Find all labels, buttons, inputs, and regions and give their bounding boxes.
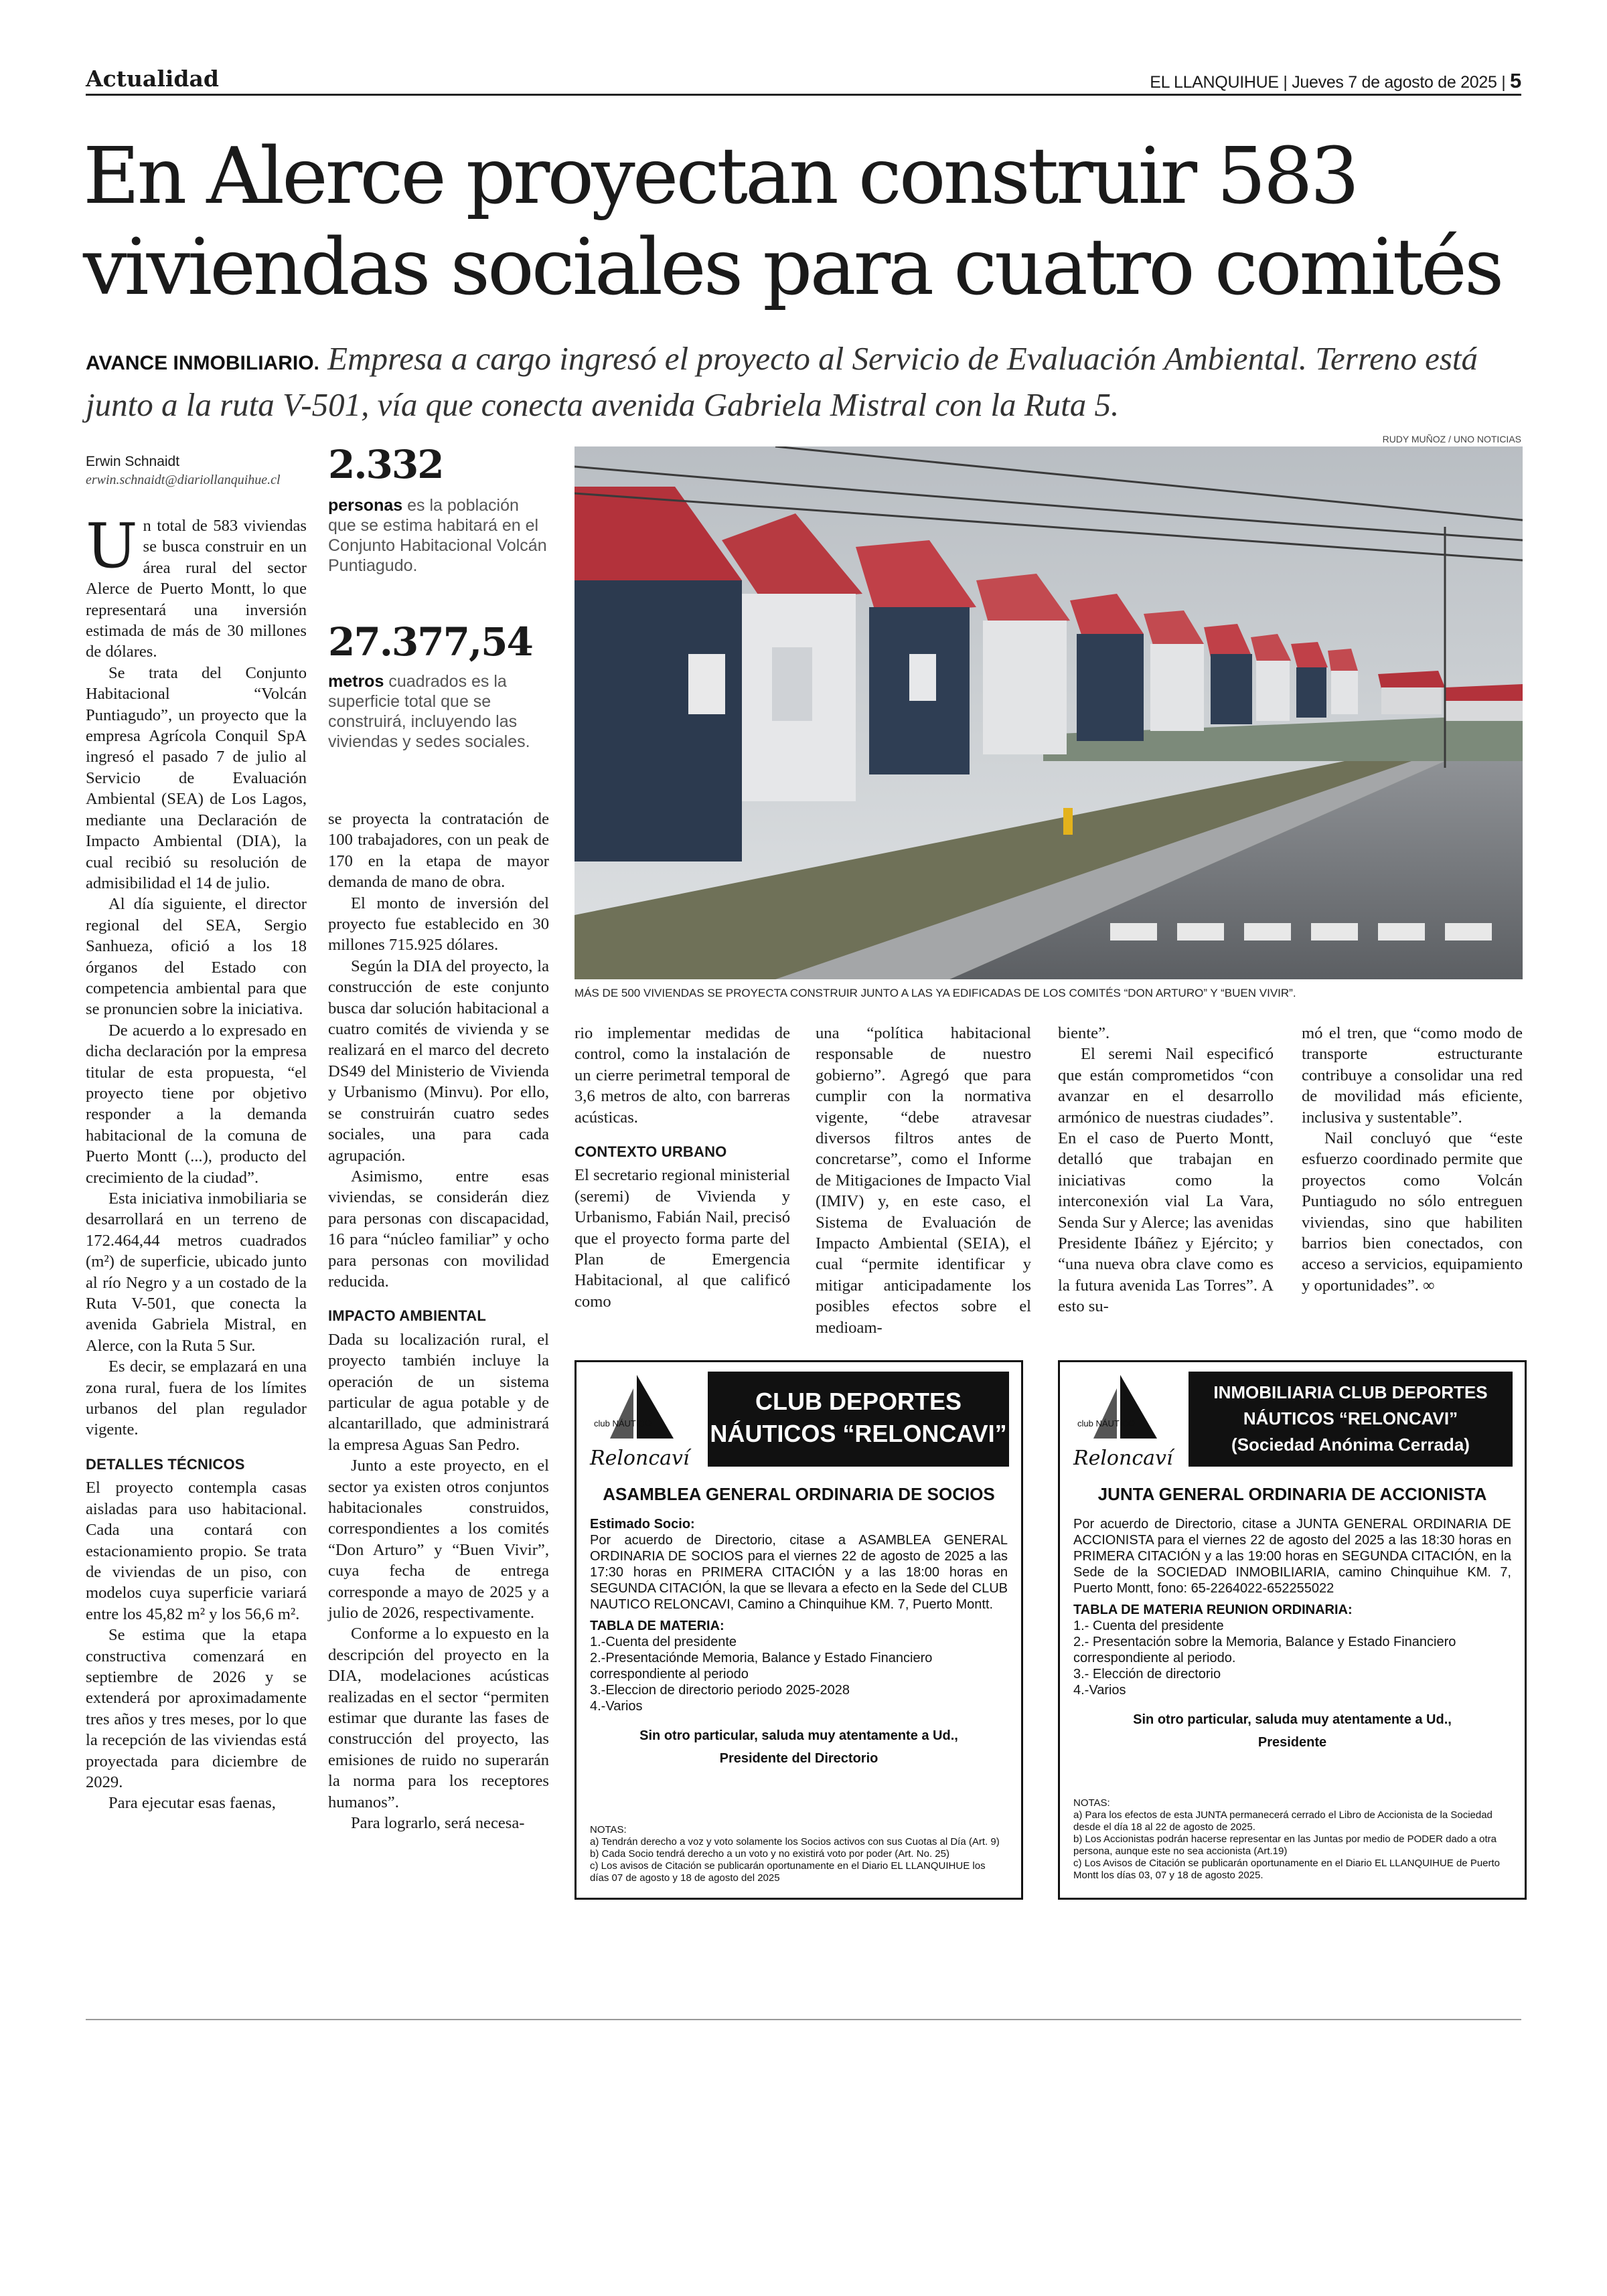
- section-label: Actualidad: [86, 66, 219, 92]
- deck-text: Empresa a cargo ingresó el proyecto al Servicio de Evaluación Ambiental. Terreno está junto a la ruta V-501, vía que conecta avenida Gabriela Mistral con la Ruta 5.: [86, 340, 1478, 423]
- paragraph: El secretario regional ministerial (seremi) de Vivienda y Urbanismo, Fabián Nail, precisó que el proyecto forma parte del Plan de Emergencia Habitacional, al que calificó como: [575, 1166, 790, 1311]
- sail-icon: [590, 1372, 684, 1445]
- logo-small-text: club NÁUTICO: [1077, 1418, 1135, 1428]
- masthead: [1150, 69, 1521, 93]
- paragraph: rio implementar medidas de control, como la instalación de un cierre perimetral temporal de 3,6 metros de alto, con barreras acústicas.: [575, 1024, 790, 1127]
- column-4: [816, 1023, 1031, 1338]
- ad-inmobiliaria: [1058, 1360, 1527, 1900]
- ad-title-line2: NÁUTICOS “RELONCAVI”: [1243, 1408, 1458, 1428]
- ad-title-line1: CLUB DEPORTES: [755, 1388, 962, 1415]
- note: a) Para los efectos de esta JUNTA permanecerá cerrado el Libro de Accionista de la Sociedad desde el día 18 al 22 de agosto de 2025.: [1073, 1809, 1493, 1833]
- note: c) Los avisos de Citación se publicarán oportunamente en el Diario EL LLANQUIHUE los días 07 de agosto y 18 de agosto del 2025: [590, 1860, 986, 1884]
- sail-icon: [1073, 1372, 1167, 1445]
- column-5: [1058, 1023, 1274, 1317]
- notes-title: NOTAS:: [590, 1824, 627, 1835]
- ad-title-box: [708, 1372, 1009, 1467]
- photo-credit: RUDY MUÑOZ / UNO NOTICIAS: [1382, 434, 1521, 444]
- footer-rule: [86, 2019, 1521, 2020]
- greeting: Estimado Socio:: [590, 1517, 695, 1532]
- subhead-impacto: IMPACTO AMBIENTAL: [328, 1307, 487, 1325]
- page-number: 5: [1510, 69, 1521, 92]
- stat-number-2: 27.377,54: [328, 619, 532, 665]
- table-title: TABLA DE MATERIA REUNION ORDINARIA:: [1073, 1603, 1353, 1617]
- housing-photo: [575, 446, 1523, 979]
- stat-desc-2: cuadrados es la superficie total que se construirá, incluyendo las viviendas y sedes sociales.: [328, 672, 530, 751]
- ad-notes: [1073, 1797, 1511, 1882]
- photo-caption: MÁS DE 500 VIVIENDAS SE PROYECTA CONSTRUIR JUNTO A LAS YA EDIFICADAS DE LOS COMITÉS “DON ARTURO” Y “BUEN VIVIR”.: [575, 987, 1296, 999]
- dropcap: U: [86, 510, 138, 582]
- paragraph: Es decir, se emplazará en una zona rural, fuera de los límites urbanos del plan regulador vigente.: [86, 1358, 307, 1439]
- stat-bold-1: personas: [328, 496, 403, 515]
- deck-kicker: AVANCE INMOBILIARIO.: [86, 352, 319, 374]
- table-item: 4.-Varios: [590, 1699, 643, 1714]
- masthead-text: EL LLANQUIHUE | Jueves 7 de agosto de 2025 |: [1150, 73, 1506, 92]
- table-item: 1.-Cuenta del presidente: [590, 1635, 737, 1649]
- paragraph: Dada su localización rural, el proyecto también incluye la operación de un sistema particular de agua potable y de alcantarillado, que administrará la empresa Aguas San Pedro.: [328, 1330, 549, 1454]
- stat-bold-2: metros: [328, 672, 384, 691]
- table-item: 1.- Cuenta del presidente: [1073, 1619, 1224, 1633]
- table-title: TABLA DE MATERIA:: [590, 1619, 724, 1633]
- header-rule: [86, 94, 1521, 96]
- author: Erwin Schnaidt: [86, 454, 180, 469]
- table-item: 3.- Elección de directorio: [1073, 1667, 1221, 1682]
- paragraph: Junto a este proyecto, en el sector ya existen otros conjuntos habitacionales construidos, correspondientes a los comités “Don Arturo” y “Buen Vivir”, cuya fecha de entrega corresponde a mayo de 2025 y a julio de 2026, respectivamente.: [328, 1457, 549, 1623]
- paragraph: Según la DIA del proyecto, la construcción de este conjunto busca dar solución habitacional a cuatro comités de vivienda y se realizará en el marco del decreto DS49 del Ministerio de Vivienda y Urbanismo (Minvu). Por ello, se construirán cuatro sedes sociales, una para cada agrupación.: [328, 957, 549, 1165]
- notes-title: NOTAS:: [1073, 1797, 1110, 1809]
- table-item: 4.-Varios: [1073, 1683, 1126, 1698]
- paragraph: De acuerdo a lo expresado en dicha declaración por la empresa titular de esta propuesta, “el proyecto tiene por objetivo responder a la demanda habitacional de la comuna de Puerto Montt (...), producto del crecimiento de la ciudad”.: [86, 1021, 307, 1187]
- paragraph: Esta iniciativa inmobiliaria se desarrollará en un terreno de 172.464,44 metros cuadrados (m²) de superficie, ubicado junto al río Negro y a un costado de la Ruta V-501, que conecta la avenida Gabriela Mistral, en Alerce, con la Ruta 5 Sur.: [86, 1190, 307, 1355]
- paragraph: El proyecto contempla casas aisladas para uso habitacional. Cada una contará con estacionamiento propio. Se trata de viviendas de un piso, con modelos cuya superficie variará entre los 45,82 m² y los 56,6 m².: [86, 1479, 307, 1623]
- ad-club-nautico: [575, 1360, 1023, 1900]
- logo-small-text: club NÁUTICO: [594, 1418, 652, 1428]
- table-item: 3.-Eleccion de directorio periodo 2025-2028: [590, 1683, 850, 1698]
- column-6: [1302, 1023, 1523, 1296]
- paragraph: biente”.: [1058, 1024, 1110, 1042]
- paragraph: Se estima que la etapa constructiva comenzará en septiembre de 2026 y se extenderá por aproximadamente tres años y tres meses, por lo que la recepción de las viviendas está proyectada para diciembre de 2029.: [86, 1626, 307, 1791]
- paragraph: mó el tren, que “como modo de transporte estructurante contribuye a consolidar una red de movilidad más eficiente, inclusiva y sustentable”.: [1302, 1024, 1523, 1127]
- column-1: [86, 510, 307, 1814]
- paragraph: se proyecta la contratación de 100 trabajadores, con un peak de 170 en la etapa de mayor demanda de mano de obra.: [328, 810, 549, 892]
- ad-text: Por acuerdo de Directorio, citase a JUNTA GENERAL ORDINARIA DE ACCIONISTA para el viernes 22 de agosto del 2025 a las 18:30 horas en PRIMERA CITACIÓN y a las 19:00 horas en SEGUNDA CITACIÓN, en la Sede de la SOCIEDAD INMOBILIARIA, camino Chinquihue KM. 7, Puerto Montt, fono: 65-2264022-652255022: [1073, 1517, 1511, 1596]
- paragraph: Se trata del Conjunto Habitacional “Volcán Puntiagudo”, un proyecto que la empresa Agrícola Conquil SpA ingresó el pasado 7 de julio al Servicio de Evaluación Ambiental (SEA) de Los Lagos, mediante una Declaración de Impacto Ambiental (DIA), la cual recibió su resolución de admisibilidad el 14 de julio.: [86, 663, 307, 892]
- subhead-contexto: CONTEXTO URBANO: [575, 1143, 727, 1161]
- ad-notes: [590, 1824, 1005, 1884]
- logo-name: Reloncaví: [590, 1447, 690, 1470]
- paragraph: Para ejecutar esas faenas,: [108, 1794, 276, 1813]
- subhead-detalles: DETALLES TÉCNICOS: [86, 1455, 245, 1473]
- note: a) Tendrán derecho a voz y voto solamente los Socios activos con sus Cuotas al Día (Art. 9): [590, 1836, 1000, 1848]
- paragraph: Al día siguiente, el director regional del SEA, Sergio Sanhueza, ofició a los 18 órganos del Estado con competencia ambiental para que se pronuncien sobre la iniciativa.: [86, 895, 307, 1019]
- ad-body: [1073, 1516, 1511, 1750]
- deck: [86, 338, 1532, 426]
- paragraph: Para lograrlo, será necesa-: [351, 1814, 525, 1833]
- paragraph: El seremi Nail especificó que están comprometidos “con avanzar en el desarrollo armónico de nuestras ciudades”. En el caso de Puerto Montt, detalló que trabajan en iniciativas como la interconexión vial La Vara, Senda Sur y Alerce; las avenidas Presidente Ibáñez y Ejército; y “una nueva obra clave como es la futura avenida Las Torres”. A esto su-: [1058, 1045, 1274, 1316]
- paragraph: Asimismo, entre esas viviendas, se considerán diez para personas con discapacidad, 16 para “núcleo familiar” y ocho para personas con movilidad reducida.: [328, 1167, 549, 1291]
- paragraph: n total de 583 viviendas se busca construir en un área rural del sector Alerce de Puerto Montt, lo que representará una inversión estimada de más de 30 millones de dólares.: [86, 517, 307, 661]
- ad-title-line3: (Sociedad Anónima Cerrada): [1231, 1434, 1470, 1455]
- table-item: 2.- Presentación sobre la Memoria, Balance y Estado Financiero correspondiente al periodo.: [1073, 1635, 1456, 1665]
- ad-text: Por acuerdo de Directorio, citase a ASAMBLEA GENERAL ORDINARIA DE SOCIOS para el viernes 22 de agosto de 2025 a las 17:30 horas en PRIMERA CITACIÓN y a las 18:00 horas en SEGUNDA CITACIÓN, la que se llevara a efecto en la Sede del CLUB NAUTICO RELONCAVI, Camino a Chinquihue KM. 7, Puerto Montt.: [590, 1533, 1008, 1612]
- stat-desc-1: es la población que se estima habitará en el Conjunto Habitacional Volcán Puntiagudo.: [328, 496, 547, 575]
- column-2: [328, 809, 549, 1834]
- closing: Sin otro particular, saluda muy atentamente a Ud.,: [639, 1728, 958, 1743]
- stat-text-1: [328, 495, 549, 576]
- paragraph: El monto de inversión del proyecto fue establecido en 30 millones 715.925 dólares.: [328, 894, 549, 955]
- column-3: [575, 1023, 790, 1312]
- signature: Presidente: [1257, 1735, 1327, 1750]
- ad-title-line2: NÁUTICOS “RELONCAVI”: [710, 1420, 1007, 1447]
- ad-subtitle: JUNTA GENERAL ORDINARIA DE ACCIONISTA: [1097, 1484, 1487, 1504]
- ad-title-line1: INMOBILIARIA CLUB DEPORTES: [1213, 1382, 1488, 1402]
- club-logo: [590, 1372, 690, 1479]
- signature: Presidente del Directorio: [719, 1751, 878, 1766]
- ad-subtitle: ASAMBLEA GENERAL ORDINARIA DE SOCIOS: [603, 1484, 995, 1504]
- paragraph: Nail concluyó que “este esfuerzo coordinado permite que proyectos como Volcán Puntiagudo no sólo entreguen viviendas, sino que habiliten barrios bien conectados, con acceso a servicios, equipamiento y oportunidades”. ∞: [1302, 1129, 1523, 1295]
- logo-name: Reloncaví: [1073, 1447, 1173, 1470]
- housing-photo-illustration: [575, 446, 1523, 979]
- author-email: erwin.schnaidt@diariollanquihue.cl: [86, 473, 281, 487]
- club-logo: [1073, 1372, 1173, 1479]
- closing: Sin otro particular, saluda muy atentamente a Ud.,: [1133, 1712, 1452, 1727]
- table-item: 2.-Presentaciónde Memoria, Balance y Estado Financiero correspondiente al periodo: [590, 1651, 933, 1682]
- note: b) Los Accionistas podrán hacerse representar en las Juntas por medio de PODER dado a otra persona, aunque este no sea accionista (Art.19): [1073, 1833, 1497, 1857]
- stat-number-1: 2.332: [328, 442, 443, 487]
- headline: En Alerce proyectan construir 583 viviendas sociales para cuatro comités: [83, 131, 1502, 313]
- ad-body: [590, 1516, 1008, 1767]
- paragraph: Conforme a lo expuesto en la descripción del proyecto en la DIA, modelaciones acústicas realizadas en el sector “permiten estimar que durante las fases de construcción del proyecto, las emisiones de ruido no superarán la norma para los receptores humanos”.: [328, 1625, 549, 1811]
- stat-text-2: [328, 671, 542, 752]
- paragraph: una “política habitacional responsable de nuestro gobierno”. Agregó que para cumplir con la normativa vigente, “debe atravesar diversos filtros antes de concretarse”, como el Informe de Mitigaciones de Impacto Vial (IMIV) y, en este caso, el Sistema de Evaluación de Impacto Ambiental (SEIA), el cual “permite identificar y mitigar anticipadamente los posibles efectos sobre el medioam-: [816, 1024, 1031, 1337]
- note: b) Cada Socio tendrá derecho a un voto y no existirá voto por poder (Art. No. 25): [590, 1848, 949, 1860]
- ad-title-box: [1189, 1372, 1513, 1467]
- note: c) Los Avisos de Citación se publicarán oportunamente en el Diario EL LLANQUIHUE de Puerto Montt los días 03, 07 y 18 de agosto 2025.: [1073, 1858, 1501, 1881]
